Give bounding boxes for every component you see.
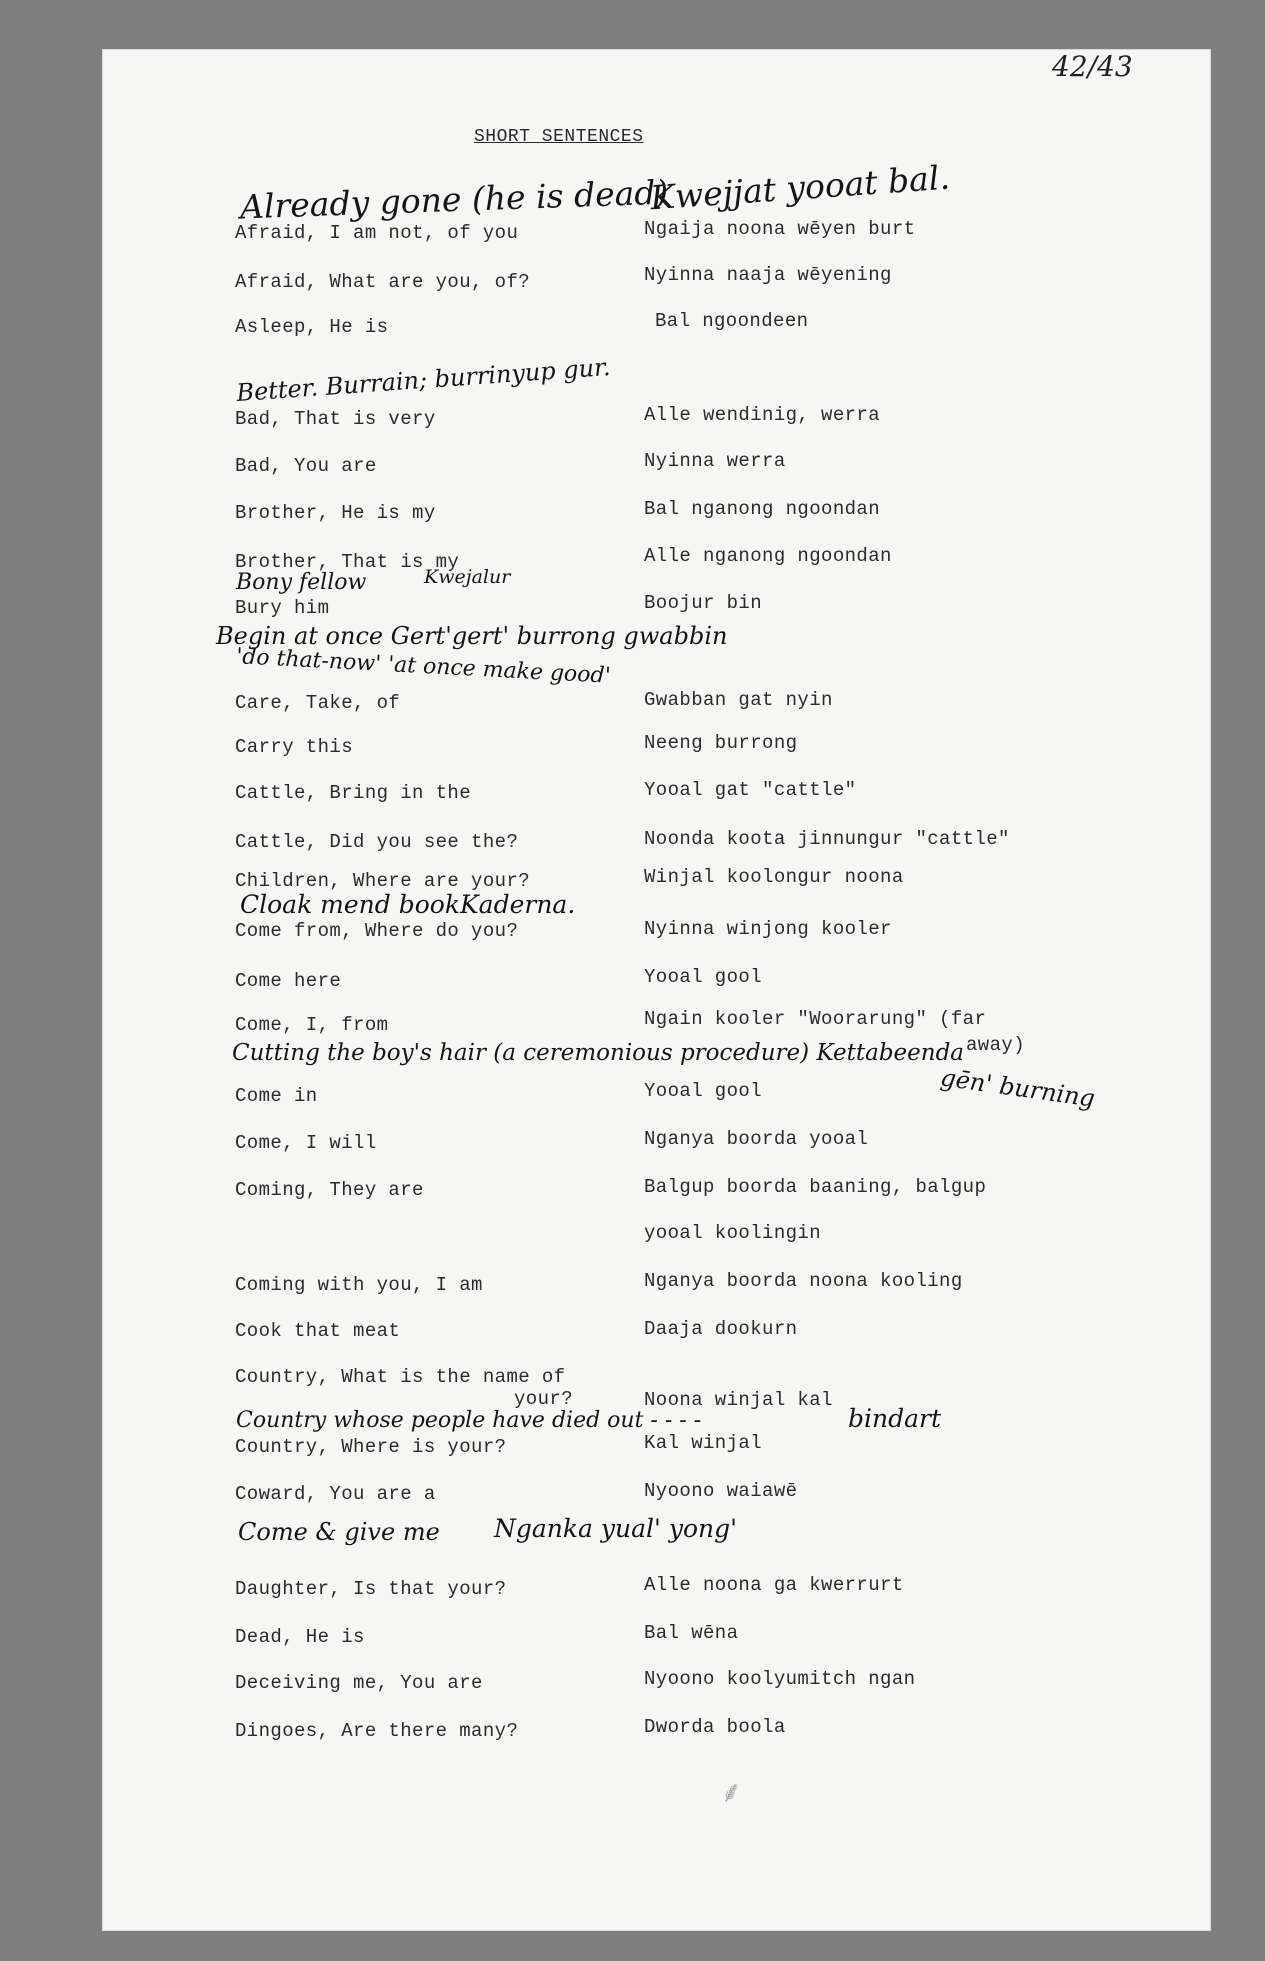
english-phrase: Come, I, from xyxy=(235,1014,389,1036)
native-phrase: Boojur bin xyxy=(644,592,763,614)
native-phrase: Balgup boorda baaning, balgup xyxy=(644,1176,987,1198)
english-phrase: Cattle, Did you see the? xyxy=(235,831,519,853)
english-phrase: Coward, You are a xyxy=(235,1483,436,1505)
english-phrase: Coming with you, I am xyxy=(235,1274,483,1296)
english-phrase: Bad, That is very xyxy=(235,408,436,430)
native-phrase: Yooal gat "cattle" xyxy=(644,779,857,801)
handwritten-note: Already gone (he is dead) xyxy=(239,172,669,227)
handwritten-note: Kwejjat yooat bal. xyxy=(649,157,951,218)
handwritten-note: 'do that-now' 'at once make good' xyxy=(235,644,612,689)
english-phrase: Dead, He is xyxy=(235,1626,365,1648)
english-phrase: Country, What is the name of xyxy=(235,1366,566,1388)
english-phrase: Asleep, He is xyxy=(235,316,389,338)
native-phrase: Nyinna werra xyxy=(644,450,786,472)
native-phrase: Noonda koota jinnungur "cattle" xyxy=(644,828,1010,850)
english-phrase: Cattle, Bring in the xyxy=(235,782,472,804)
english-phrase: Daughter, Is that your? xyxy=(235,1578,507,1600)
handwritten-note: Nganka yual' yong' xyxy=(494,1514,737,1543)
english-phrase: Come from, Where do you? xyxy=(235,920,519,942)
english-phrase: Country, Where is your? xyxy=(235,1436,507,1458)
english-phrase: Deceiving me, You are xyxy=(235,1672,483,1694)
english-phrase-continued: your? xyxy=(514,1388,574,1410)
english-phrase: Brother, That is my xyxy=(235,551,460,573)
native-phrase: Kal winjal xyxy=(644,1432,763,1454)
handwritten-note: Bony fellow xyxy=(236,570,367,595)
handwritten-note: Cloak mend bookKaderna. xyxy=(240,890,576,919)
english-phrase: Come, I will xyxy=(235,1132,377,1154)
native-phrase: Winjal koolongur noona xyxy=(644,866,904,888)
native-phrase: Alle nganong ngoondan xyxy=(644,545,892,567)
native-phrase: Daaja dookurn xyxy=(644,1318,798,1340)
english-phrase: Dingoes, Are there many? xyxy=(235,1720,519,1742)
handwritten-note: Cutting the boy's hair (a ceremonious procedure) Kettabeenda xyxy=(232,1040,965,1066)
native-phrase: Yooal gool xyxy=(644,1080,763,1102)
english-phrase: Come in xyxy=(235,1085,318,1107)
handwritten-note: Better. Burrain; burrinyup gur. xyxy=(235,352,612,408)
native-phrase: Bal wēna xyxy=(644,1622,739,1644)
native-phrase: Nyoono koolyumitch ngan xyxy=(644,1668,916,1690)
native-phrase: Nganya boorda yooal xyxy=(644,1128,869,1150)
english-phrase: Cook that meat xyxy=(235,1320,401,1342)
english-phrase: Carry this xyxy=(235,736,354,758)
native-phrase: Bal ngoondeen xyxy=(655,310,809,332)
native-phrase: Nyinna winjong kooler xyxy=(644,918,892,940)
pencil-mark: ⸙ xyxy=(720,1775,743,1810)
english-phrase: Brother, He is my xyxy=(235,502,436,524)
native-phrase: Nyinna naaja wēyening xyxy=(644,264,892,286)
native-phrase: Nyoono waiawē xyxy=(644,1480,798,1502)
native-phrase: Noona winjal kal xyxy=(644,1389,833,1411)
english-phrase: Care, Take, of xyxy=(235,692,401,714)
native-phrase-continued: away) xyxy=(966,1034,1026,1056)
native-phrase: Nganya boorda noona kooling xyxy=(644,1270,963,1292)
native-phrase: Neeng burrong xyxy=(644,732,798,754)
page-number: 42/43 xyxy=(1052,50,1133,83)
native-phrase: Alle wendinig, werra xyxy=(644,404,881,426)
english-phrase: Afraid, What are you, of? xyxy=(235,271,531,293)
native-phrase: Alle noona ga kwerrurt xyxy=(644,1574,904,1596)
native-phrase: Ngaija noona wēyen burt xyxy=(644,218,916,240)
handwritten-note: gēn' burning xyxy=(938,1063,1097,1113)
native-phrase: Bal nganong ngoondan xyxy=(644,498,881,520)
handwritten-note: Country whose people have died out - - - - xyxy=(236,1408,702,1433)
page-title: SHORT SENTENCES xyxy=(474,127,644,147)
english-phrase: Bad, You are xyxy=(235,455,377,477)
english-phrase: Come here xyxy=(235,970,342,992)
native-phrase: Gwabban gat nyin xyxy=(644,689,833,711)
english-phrase: Coming, They are xyxy=(235,1179,424,1201)
native-phrase: Yooal gool xyxy=(644,966,763,988)
handwritten-note: Kwejalur xyxy=(424,566,511,588)
handwritten-note: bindart xyxy=(848,1404,942,1433)
handwritten-note: Begin at once Gert'gert' burrong gwabbin xyxy=(216,622,728,650)
english-phrase: Children, Where are your? xyxy=(235,870,531,892)
native-phrase-continued: yooal koolingin xyxy=(644,1222,822,1244)
english-phrase: Afraid, I am not, of you xyxy=(235,222,519,244)
native-phrase: Dworda boola xyxy=(644,1716,786,1738)
handwritten-note: Come & give me xyxy=(238,1518,440,1546)
native-phrase: Ngain kooler "Woorarung" (far xyxy=(644,1008,987,1030)
english-phrase: Bury him xyxy=(235,597,330,619)
